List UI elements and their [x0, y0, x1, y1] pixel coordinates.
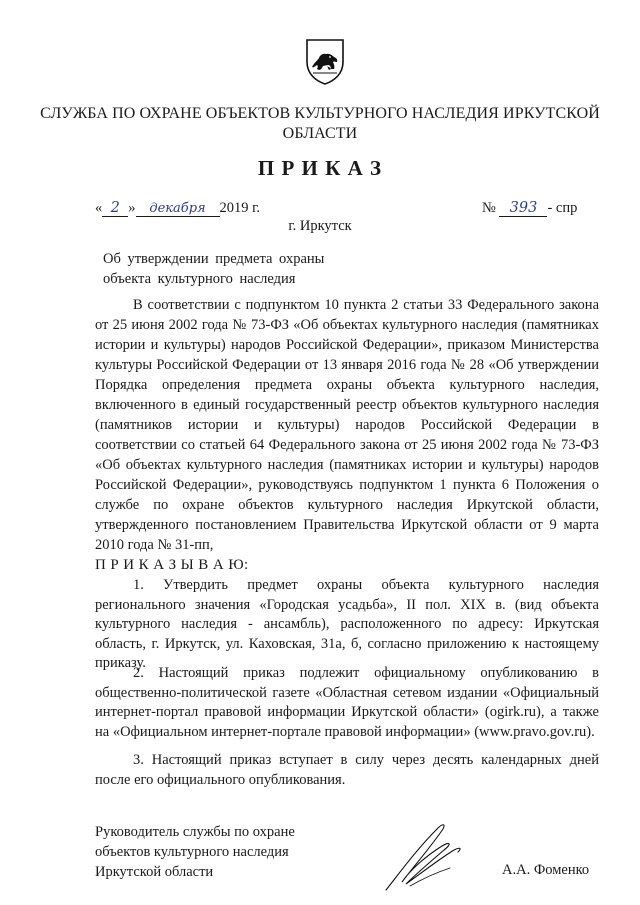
date-year: 2019 г. [219, 200, 261, 216]
signatory-line2: объектов культурного наследия [95, 844, 289, 860]
number-suffix: - спр [547, 200, 578, 216]
document-date [95, 200, 260, 217]
order-item-3: 3. Настоящий приказ вступает в силу через десять календарных дней после его официального опубликования. [95, 752, 599, 788]
organization-name-line2: ОБЛАСТИ [282, 125, 358, 142]
signature-icon [380, 820, 475, 895]
order-word: П Р И К А З Ы В А Ю: [95, 557, 249, 573]
date-quote-open: « [95, 200, 103, 216]
signatory-name: А.А. Фоменко [502, 862, 590, 878]
subject-line2: объекта культурного наследия [103, 271, 296, 287]
date-day: 2 [102, 200, 128, 217]
signatory-line3: Иркутской области [95, 864, 214, 880]
date-quote-close: » [128, 200, 136, 216]
order-item-1: 1. Утвердить предмет охраны объекта культурного наследия регионального значения «Городская усадьба», II пол. XIX в. (вид объекта культурного наследия - ансамбль), расположенного по адресу: Иркутская область, г. Иркутск, ул. Каховская, 31а, б, согласно приложению к настоящему приказу. [95, 577, 599, 671]
signatory-line1: Руководитель службы по охране [95, 824, 295, 840]
document-subject [103, 249, 324, 289]
preamble-paragraph: В соответствии с подпунктом 10 пункта 2 статьи 33 Федерального закона от 25 июня 2002 года № 73-ФЗ «Об объектах культурного наследия (памятниках истории и культуры) народов Российской Федерации», приказом Министерства культуры Российской Федерации от 13 января 2016 года № 28 «Об утверждении Порядка определения предмета охраны объекта культурного наследия, включенного в единый государственный реестр объектов культурного наследия (памятников истории и культуры) народов Российской Федерации в соответствии со статьей 64 Федерального закона от 25 июня 2002 года № 73-ФЗ «Об объектах культурного наследия (памятниках истории и культуры) народов Российской Федерации», руководствуясь подпунктом 1 пункта 6 Положения о службе по охране объектов культурного наследия Иркутской области, утвержденного постановлением Правительства Иркутской области от 9 марта 2010 года № 31-пп, [95, 297, 599, 553]
city: г. Иркутск [288, 218, 352, 234]
subject-line1: Об утверждении предмета охраны [103, 251, 325, 267]
number-label: № [482, 200, 496, 216]
document-type-title: П Р И К А З [257, 156, 383, 180]
order-item-2: 2. Настоящий приказ подлежит официальному опубликованию в общественно-политической газете «Областная сетевом издании «Официальный интернет-портал правовой информации Иркутской области» (ogirk.ru), а также на «Официальном интернет-портале правовой информации» (www.pravo.gov.ru). [95, 665, 599, 740]
organization-name [0, 104, 640, 144]
date-month: декабря [136, 201, 220, 217]
document-number [482, 200, 577, 217]
signatory-position [95, 822, 295, 882]
number-value: 393 [499, 200, 547, 217]
coat-of-arms-icon [304, 36, 346, 86]
organization-name-line1: СЛУЖБА ПО ОХРАНЕ ОБЪЕКТОВ КУЛЬТУРНОГО НАСЛЕДИЯ ИРКУТСКОЙ [40, 105, 600, 122]
